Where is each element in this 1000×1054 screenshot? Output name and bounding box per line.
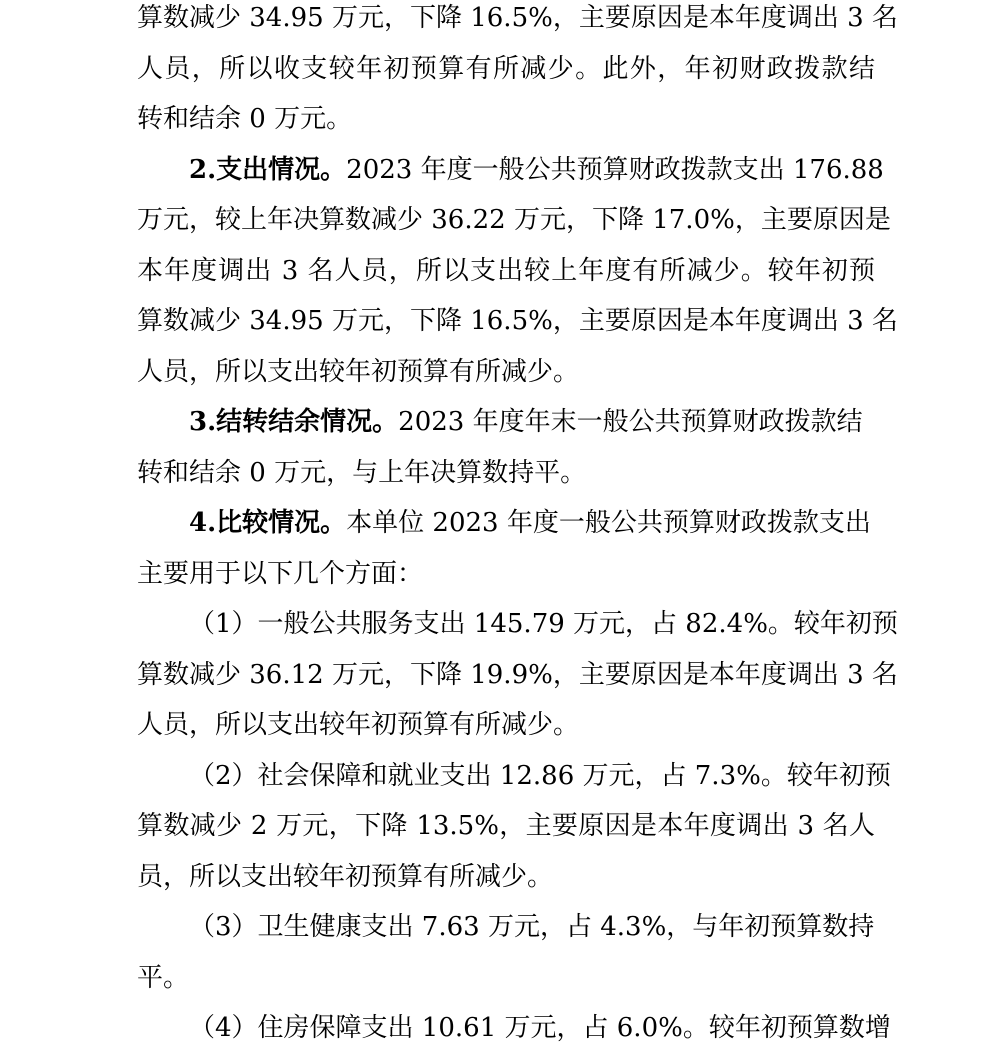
section-heading-expenditure: 2.支出情况。: [189, 154, 347, 185]
line-text: 算数减少 36.12 万元，下降 19.9%，主要原因是本年度调出 3 名: [137, 659, 898, 690]
list-item-line: [137, 751, 891, 802]
section-heading-line: [137, 498, 875, 549]
paragraph-line: [137, 549, 875, 600]
line-text: 算数减少 34.95 万元，下降 16.5%，主要原因是本年度调出 3 名: [137, 3, 898, 33]
line-text: （2）社会保障和就业支出 12.86 万元，占 7.3%。较年初预: [189, 760, 891, 791]
line-text: （3）卫生健康支出 7.63 万元，占 4.3%，与年初预算数持: [189, 912, 875, 942]
paragraph-line: [137, 44, 875, 95]
paragraph-line: [137, 195, 891, 246]
line-text: 人员，所以支出较年初预算有所减少。: [137, 710, 580, 740]
paragraph-line: [137, 852, 875, 903]
line-text: 主要用于以下几个方面：: [137, 558, 424, 589]
list-item-line: [137, 599, 898, 650]
paragraph-line: [137, 953, 875, 1004]
line-text: （1）一般公共服务支出 145.79 万元，占 82.4%。较年初预: [189, 609, 898, 639]
line-text: 人员，所以收支较年初预算有所减少。此外，年初财政拨款结: [137, 53, 875, 84]
line-text: 本单位 2023 年度一般公共预算财政拨款支出: [346, 508, 871, 538]
line-text: 2023 年度年末一般公共预算财政拨款结: [398, 407, 863, 437]
document-page: [137, 0, 898, 1054]
paragraph-line: [137, 650, 898, 701]
section-heading-comparison: 4.比较情况。: [189, 508, 347, 538]
list-item-line: [137, 1003, 891, 1054]
paragraph-line: [137, 347, 875, 398]
paragraph-line: [137, 296, 898, 347]
line-text: 2023 年度一般公共预算财政拨款支出 176.88: [346, 154, 884, 185]
section-heading-line: [137, 397, 875, 448]
line-text: 平。: [137, 962, 190, 993]
list-item-line: [137, 902, 875, 953]
line-text: 算数减少 34.95 万元，下降 16.5%，主要原因是本年度调出 3 名: [137, 306, 898, 336]
paragraph-line: [137, 801, 875, 852]
line-text: 人员，所以支出较年初预算有所减少。: [137, 356, 580, 387]
line-text: 员，所以支出较年初预算有所减少。: [137, 861, 554, 892]
line-text: 万元，较上年决算数减少 36.22 万元，下降 17.0%，主要原因是: [137, 205, 891, 235]
line-text: （4）住房保障支出 10.61 万元，占 6.0%。较年初预算数增: [189, 1013, 891, 1043]
line-text: 转和结余 0 万元，与上年决算数持平。: [137, 457, 587, 488]
paragraph-line: [137, 246, 875, 297]
line-text: 算数减少 2 万元，下降 13.5%，主要原因是本年度调出 3 名人: [137, 811, 875, 841]
paragraph-line: [137, 94, 875, 145]
section-heading-carryover: 3.结转结余情况。: [189, 407, 399, 437]
paragraph-line: [137, 700, 875, 751]
paragraph-line: [137, 0, 898, 44]
section-heading-line: [137, 145, 884, 196]
line-text: 本年度调出 3 名人员，所以支出较上年度有所减少。较年初预: [137, 255, 875, 286]
paragraph-line: [137, 448, 875, 499]
line-text: 转和结余 0 万元。: [137, 104, 353, 134]
